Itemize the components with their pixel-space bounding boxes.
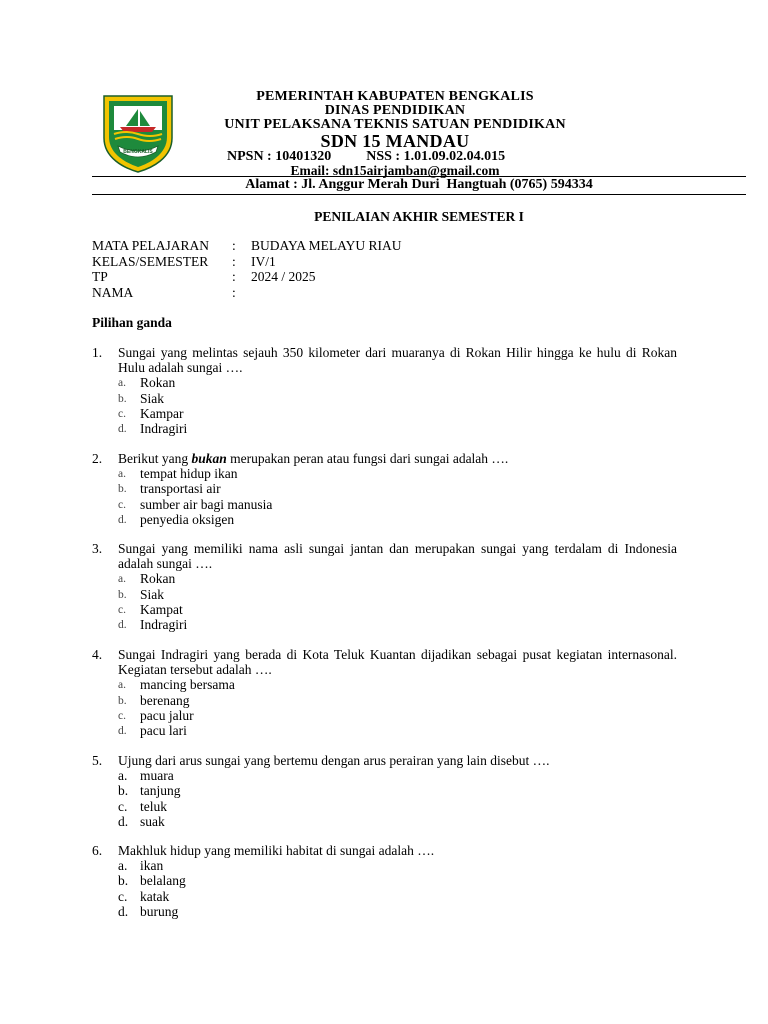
option-b — [118, 587, 677, 602]
option-c — [118, 602, 677, 617]
question-number: 3. — [92, 541, 103, 556]
option-a — [118, 571, 677, 586]
letterhead-school-name: SDN 15 MANDAU — [320, 131, 470, 151]
letterhead-unit: UNIT PELAKSANA TEKNIS SATUAN PENDIDIKAN — [224, 117, 566, 132]
option-text: Rokan — [140, 375, 176, 391]
option-d — [118, 617, 677, 632]
option-d — [118, 512, 677, 527]
option-text: Siak — [140, 586, 165, 602]
letterhead-divider-bottom — [92, 194, 746, 195]
question-6 — [92, 843, 677, 919]
option-letter: a. — [118, 679, 126, 692]
option-text: tempat hidup ikan — [140, 466, 238, 482]
option-text: pacu lari — [140, 722, 187, 738]
option-list — [92, 571, 677, 632]
option-text: Indragiri — [140, 616, 188, 632]
option-letter: d. — [118, 513, 127, 526]
option-letter: b. — [118, 873, 129, 889]
option-text: Rokan — [140, 571, 176, 587]
option-d — [118, 904, 677, 919]
option-letter: b. — [118, 694, 127, 707]
option-d — [118, 814, 677, 829]
info-value: IV/1 — [251, 253, 276, 269]
option-b — [118, 873, 677, 888]
option-letter: d. — [118, 813, 129, 829]
question-3 — [92, 541, 677, 632]
option-a — [118, 466, 677, 481]
option-letter: d. — [118, 724, 127, 737]
option-letter: b. — [118, 483, 127, 496]
option-letter: a. — [118, 377, 126, 390]
option-letter: a. — [118, 768, 128, 784]
info-value: 2024 / 2025 — [251, 269, 316, 284]
option-text: sumber air bagi manusia — [140, 496, 273, 512]
option-letter: d. — [118, 422, 127, 435]
question-1 — [92, 345, 677, 436]
question-2 — [92, 451, 677, 527]
letterhead-npsn-nss: NPSN : 10401320 NSS : 1.01.09.02.04.015 — [227, 149, 506, 164]
option-b — [118, 693, 677, 708]
option-list — [92, 768, 677, 829]
logo-text: BENGKALIS — [123, 149, 153, 155]
info-separator: : — [232, 269, 236, 284]
question-text-end: merupakan peran atau fungsi dari sungai adalah …. — [226, 451, 509, 466]
option-a — [118, 858, 677, 873]
option-letter: a. — [118, 468, 126, 481]
question-text: Ujung dari arus sungai yang bertemu dengan arus perairan yang lain disebut …. — [118, 753, 550, 768]
question-5 — [92, 753, 677, 829]
info-label: MATA PELAJARAN — [92, 238, 210, 253]
info-separator: : — [232, 284, 236, 300]
option-a — [118, 677, 677, 692]
letterhead-government: PEMERINTAH KABUPATEN BENGKALIS — [256, 89, 534, 104]
option-list — [92, 466, 677, 527]
option-text: Kampat — [140, 601, 183, 617]
option-letter: a. — [118, 573, 126, 586]
question-number: 2. — [92, 451, 103, 466]
option-d — [118, 421, 677, 436]
letterhead-email: Email: sdn15airjamban@gmail.com — [290, 163, 500, 178]
option-list — [92, 375, 677, 436]
option-text: pacu jalur — [140, 707, 194, 723]
option-b — [118, 783, 677, 798]
option-text: Siak — [140, 390, 165, 406]
question-4 — [92, 647, 677, 738]
info-separator: : — [232, 238, 236, 253]
question-number: 4. — [92, 647, 103, 662]
option-letter: d. — [118, 618, 127, 631]
option-c — [118, 799, 677, 814]
option-text: berenang — [140, 692, 190, 708]
option-text: penyedia oksigen — [140, 511, 235, 527]
option-text: belalang — [140, 873, 186, 889]
question-text: Sungai yang melintas sejauh 350 kilometer dari muaranya di Rokan Hilir hingga ke hulu di Rokan Hulu adalah sungai …. — [118, 345, 677, 376]
section-title: Pilihan ganda — [92, 315, 172, 330]
letterhead-address: Alamat : Jl. Anggur Merah Duri Hangtuah (0765) 594334 — [245, 177, 593, 192]
question-text-start: Berikut yang — [118, 451, 192, 466]
option-c — [118, 497, 677, 512]
option-c — [118, 406, 677, 421]
option-d — [118, 723, 677, 738]
option-letter: c. — [118, 709, 126, 722]
option-letter: b. — [118, 783, 129, 799]
option-letter: b. — [118, 588, 127, 601]
option-text: transportasi air — [140, 481, 221, 497]
option-text: katak — [140, 888, 170, 904]
option-letter: c. — [118, 603, 126, 616]
option-text: tanjung — [140, 783, 181, 799]
option-a — [118, 375, 677, 390]
option-list — [92, 858, 677, 919]
option-letter: c. — [118, 407, 126, 420]
bengkalis-emblem-logo — [100, 92, 176, 174]
option-text: muara — [140, 768, 174, 784]
option-c — [118, 708, 677, 723]
question-number: 6. — [92, 843, 103, 858]
question-text: Makhluk hidup yang memiliki habitat di sungai adalah …. — [118, 843, 435, 858]
option-text: teluk — [140, 798, 167, 814]
option-text: burung — [140, 903, 179, 919]
option-text: ikan — [140, 858, 164, 874]
option-text: Indragiri — [140, 420, 188, 436]
question-emphasis: bukan — [191, 451, 227, 466]
letterhead — [190, 90, 600, 178]
option-list — [92, 677, 677, 738]
info-separator: : — [232, 253, 236, 269]
option-c — [118, 889, 677, 904]
question-text: Sungai Indragiri yang berada di Kota Teluk Kuantan dijadikan sebagai pusat kegiatan internasonal. Kegiatan tersebut adalah …. — [118, 647, 677, 678]
option-letter: b. — [118, 392, 127, 405]
option-a — [118, 768, 677, 783]
option-letter: c. — [118, 888, 128, 904]
option-b — [118, 391, 677, 406]
exam-title: PENILAIAN AKHIR SEMESTER I — [314, 209, 524, 224]
option-letter: c. — [118, 798, 128, 814]
question-number: 1. — [92, 345, 103, 360]
option-letter: c. — [118, 498, 126, 511]
question-text — [118, 451, 677, 466]
question-text: Sungai yang memiliki nama asli sungai jantan dan merupakan sungai yang terdalam di Indonesia adalah sungai …. — [118, 541, 677, 572]
option-letter: d. — [118, 903, 129, 919]
info-value: BUDAYA MELAYU RIAU — [251, 238, 402, 253]
option-text: mancing bersama — [140, 677, 235, 693]
info-label: KELAS/SEMESTER — [92, 253, 209, 269]
option-text: Kampar — [140, 405, 184, 421]
option-text: suak — [140, 813, 165, 829]
option-letter: a. — [118, 858, 128, 874]
option-b — [118, 481, 677, 496]
question-number: 5. — [92, 753, 103, 768]
info-label: NAMA — [92, 284, 134, 300]
letterhead-department: DINAS PENDIDIKAN — [324, 103, 466, 118]
info-label: TP — [92, 269, 108, 284]
